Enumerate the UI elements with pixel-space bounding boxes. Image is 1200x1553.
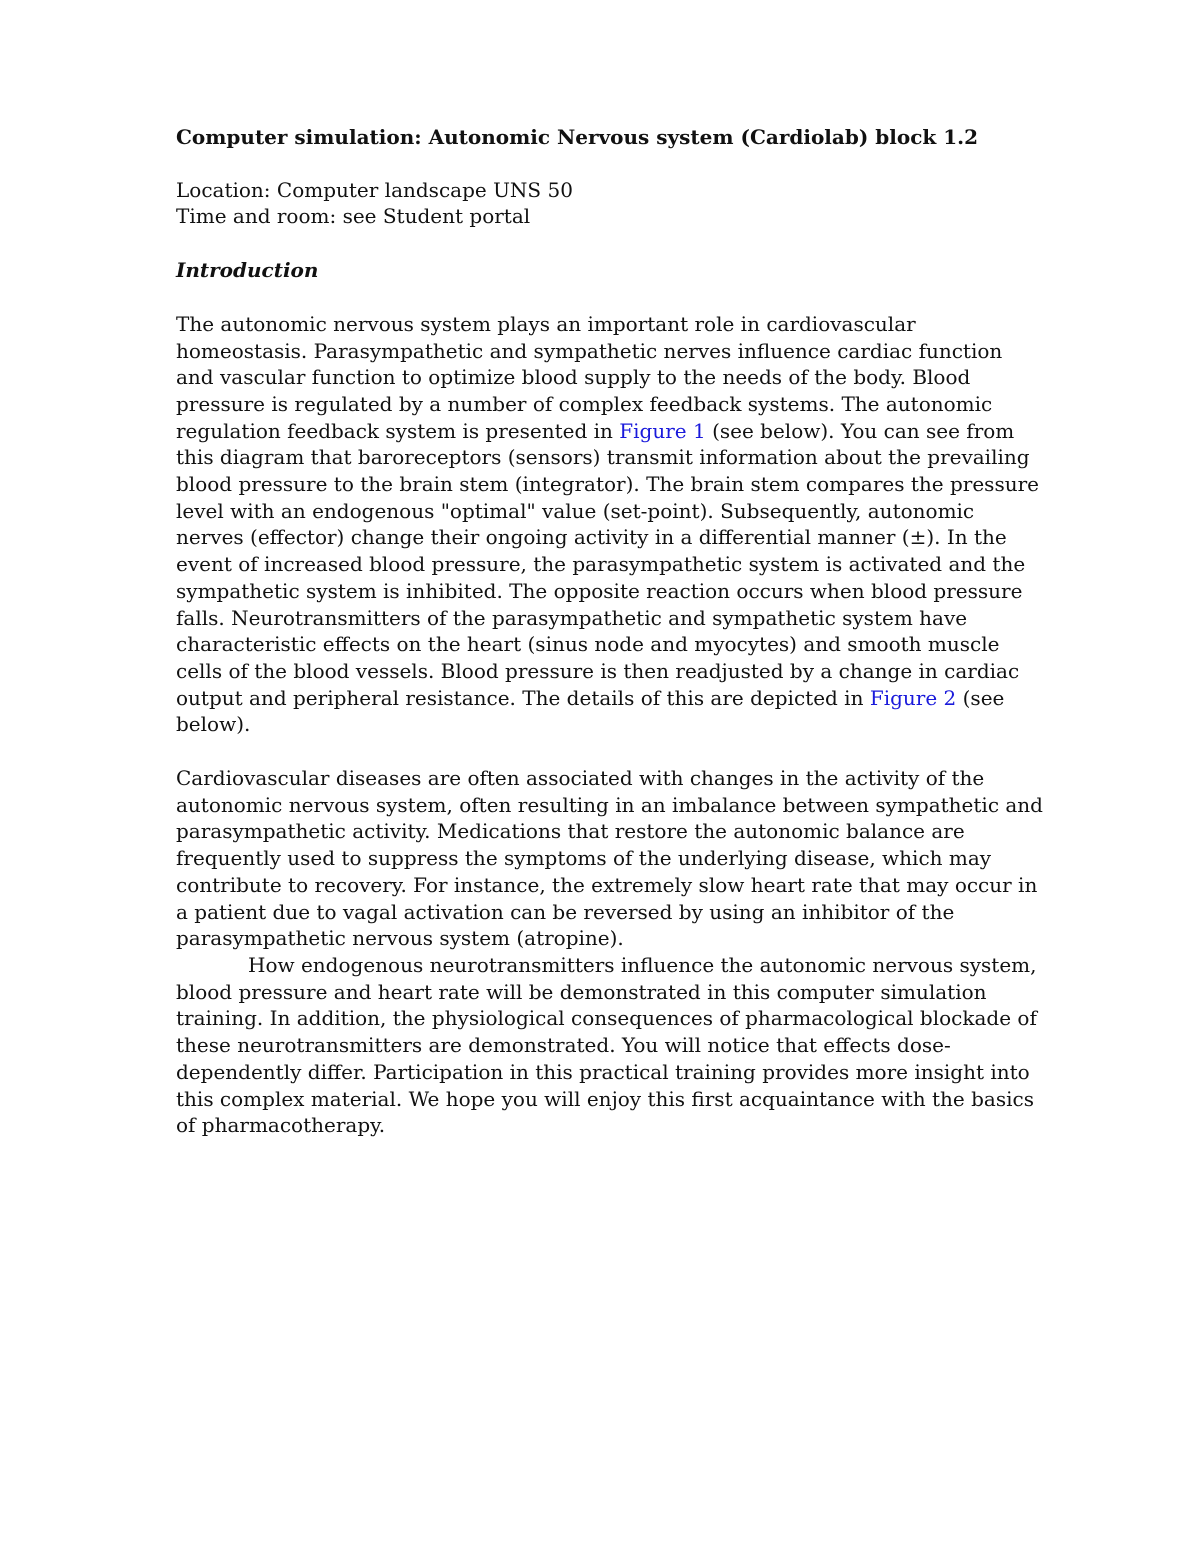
figure-2-link[interactable]: Figure 2 [869, 685, 957, 710]
paragraph-simulation-text: How endogenous neurotransmitters influence the autonomic nervous system, blood pressure and heart rate will be demonstrated in this computer simulation training. In addition, the physiological consequences of pharmacological blockade of these neurotransmitters are demonstrated. You will notice that effects dose-dependently differ. Participation in this practical training provides more insight into this complex material. We hope you will enjoy this first acquaintance with the basics of pharmacotherapy. [176, 952, 1037, 1138]
document-meta [176, 177, 1046, 230]
location-line: Location: Computer landscape UNS 50 [176, 177, 573, 202]
document-page [176, 124, 1046, 1139]
paragraph-simulation [176, 952, 1046, 1139]
paragraph-intro-part3: (see below). [176, 685, 1005, 737]
paragraph-intro-part1: The autonomic nervous system plays an important role in cardiovascular homeostasis. Parasympathetic and sympathetic nerves influence cardiac function and vascular function to optimize blood supply to the needs of the body. Blood pressure is regulated by a number of complex feedback systems. The autonomic regulation feedback system is presented in [176, 311, 1003, 443]
paragraph-intro-part2: (see below). You can see from this diagram that baroreceptors (sensors) transmit information about the prevailing blood pressure to the brain stem (integrator). The brain stem compares the pressure level with an endogenous "optimal" value (set-point). Subsequently, autonomic nerves (effector) change their ongoing activity in a differential manner (±). In the event of increased blood pressure, the parasympathetic system is activated and the sympathetic system is inhibited. The opposite reaction occurs when blood pressure falls. Neurotransmitters of the parasympathetic and sympathetic system have characteristic effects on the heart (sinus node and myocytes) and smooth muscle cells of the blood vessels. Blood pressure is then readjusted by a change in cardiac output and peripheral resistance. The details of this are depicted in [176, 418, 1039, 710]
document-title: Computer simulation: Autonomic Nervous system (Cardiolab) block 1.2 [176, 125, 978, 149]
section-heading-introduction: Introduction [176, 258, 319, 283]
time-room-line: Time and room: see Student portal [176, 204, 531, 229]
paragraph-intro [176, 311, 1046, 738]
paragraph-cardiovascular-text: Cardiovascular diseases are often associated with changes in the activity of the autonomic nervous system, often resulting in an imbalance between sympathetic and parasympathetic activity. Medications that restore the autonomic balance are frequently used to suppress the symptoms of the underlying disease, which may contribute to recovery. For instance, the extremely slow heart rate that may occur in a patient due to vagal activation can be reversed by using an inhibitor of the parasympathetic nervous system (atropine). [176, 766, 1043, 951]
figure-1-link[interactable]: Figure 1 [619, 418, 706, 443]
paragraph-cardiovascular [176, 765, 1046, 952]
